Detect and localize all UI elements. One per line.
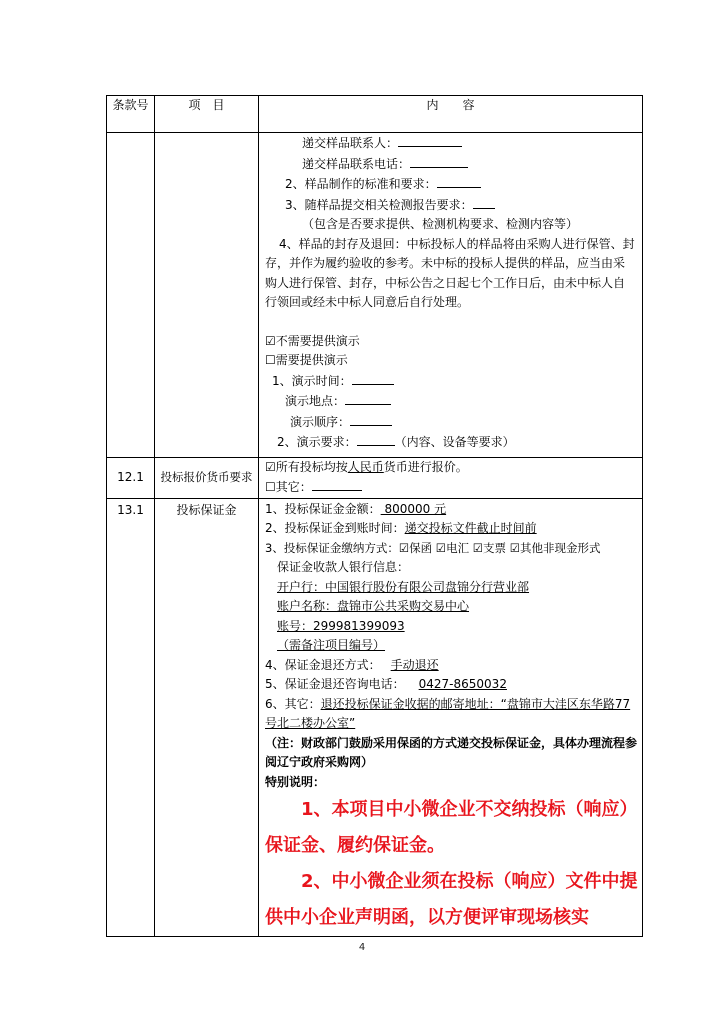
header-content: 内 容 [259, 96, 643, 133]
currency-content-cell [259, 457, 643, 498]
tender-clause-table [106, 95, 643, 937]
list-item: 3、随样品提交相关检测报告要求： [265, 195, 638, 216]
list-item: （包含是否要求提供、检测机构要求、检测内容等） [302, 217, 579, 231]
clause-number-empty [107, 133, 155, 458]
table-header-row [107, 96, 643, 133]
bank-name: 开户行：中国银行股份有限公司盘锦分行营业部 [277, 579, 530, 594]
currency-other: ☐其它： [265, 477, 638, 498]
clause-number: 13.1 [107, 498, 155, 937]
table-row-sample [107, 133, 643, 458]
deposit-amount: 1、投标保证金金额： 800000 元 [265, 501, 447, 516]
refund-method: 4、保证金退还方式： 手动退还 [265, 657, 439, 672]
special-note-2: 2、中小微企业须在投标（响应）文件中提供中小企业声明函，以方便评审现场核实 [265, 871, 638, 928]
demo-time: 1、演示时间： [265, 371, 638, 392]
deposit-notice: （注：财政部门鼓励采用保函的方式递交投标保证金，具体办理流程参阅辽宁政府采购网） [265, 735, 638, 769]
demo-required-option: ☐需要提供演示 [265, 353, 348, 367]
refund-phone: 5、保证金退还咨询电话： 0427-8650032 [265, 677, 507, 691]
header-clause-number: 条款号 [107, 96, 155, 133]
sample-content-cell [259, 133, 643, 458]
demo-requirements: 2、演示要求： （内容、设备等要求） [265, 432, 638, 453]
special-notes-label: 特别说明： [265, 774, 326, 789]
list-item: 递交样品联系人： [265, 133, 638, 154]
item-label: 投标保证金 [155, 498, 259, 937]
clause-number: 12.1 [107, 457, 155, 498]
demo-order: 演示顺序： [265, 412, 638, 433]
account-number: 账号：299981399093 [277, 618, 405, 633]
deposit-other: 6、其它：退还投标保证金收据的邮寄地址：“盘锦市大洼区东华路77号北二楼办公室” [265, 696, 631, 730]
list-item: 递交样品联系电话： [265, 154, 638, 175]
item-empty [155, 133, 259, 458]
demo-not-required-option: ☑不需要提供演示 [265, 333, 360, 348]
bank-info-label: 保证金收款人银行信息： [277, 560, 410, 574]
currency-all-rmb: ☑所有投标均按人民币货币进行报价。 [265, 459, 468, 474]
item-label: 投标报价货币要求 [155, 457, 259, 498]
deposit-content-cell [259, 498, 643, 937]
account-name: 账户名称：盘锦市公共采购交易中心 [277, 599, 470, 613]
header-item: 项 目 [155, 96, 259, 133]
table-row-currency [107, 457, 643, 498]
table-row-deposit [107, 498, 643, 937]
list-item: 2、样品制作的标准和要求： [265, 174, 638, 195]
project-number-note: （需备注项目编号） [277, 638, 386, 652]
demo-place: 演示地点： [265, 391, 638, 412]
deposit-deadline: 2、投标保证金到账时间：递交投标文件截止时间前 [265, 521, 537, 535]
special-note-1: 1、本项目中小微企业不交纳投标（响应）保证金、履约保证金。 [265, 799, 638, 856]
deposit-payment-methods: 3、投标保证金缴纳方式：☑保函 ☑电汇 ☑支票 ☑其他非现金形式 [265, 540, 601, 555]
list-item: 4、样品的封存及退回：中标投标人的样品将由采购人进行保管、封存，并作为履约验收的参考。未中标的投标人提供的样品，应当由采购人进行保管、封存，中标公告之日起七个工作日后，由未中标人自行领回或经未中标人同意后自行处理。 [265, 236, 635, 309]
page-number: 4 [358, 942, 366, 953]
